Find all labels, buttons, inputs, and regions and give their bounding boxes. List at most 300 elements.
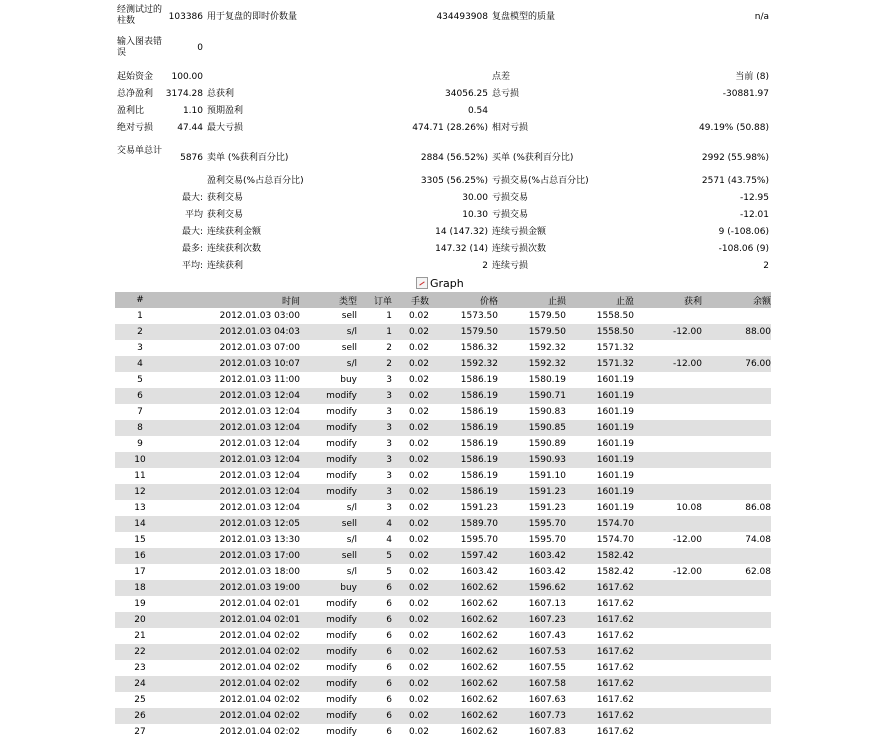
cell-order: 3 xyxy=(386,503,392,513)
cell-size: 0.02 xyxy=(408,711,429,721)
table-row xyxy=(115,708,771,724)
cell-order: 6 xyxy=(386,679,392,689)
cell-balance xyxy=(702,468,771,484)
cell-profit xyxy=(634,612,702,628)
cell-sl: 1595.70 xyxy=(528,535,566,545)
cell-order: 4 xyxy=(386,519,392,529)
table-row xyxy=(115,516,771,532)
cell-profit xyxy=(634,708,702,724)
spread-label: 点差 xyxy=(492,72,511,82)
cell-index: 17 xyxy=(134,567,146,577)
cell-order: 2 xyxy=(386,343,392,353)
profit-trades-label: 盈利交易(%占总百分比) xyxy=(207,176,304,186)
header-index: # xyxy=(136,295,144,305)
cell-sl: 1591.23 xyxy=(528,503,566,513)
cell-time: 2012.01.03 10:07 xyxy=(219,359,300,369)
cell-index: 10 xyxy=(134,455,146,465)
cell-tp: 1617.62 xyxy=(596,727,634,737)
cell-sl: 1592.32 xyxy=(528,343,566,353)
max-drawdown-value: 474.71 (28.26%) xyxy=(412,123,488,133)
cell-profit xyxy=(634,420,702,436)
max-cons-wins-value: 14 (147.32) xyxy=(435,227,488,237)
profit-factor-value: 1.10 xyxy=(182,106,203,116)
cell-time: 2012.01.03 19:00 xyxy=(219,583,300,593)
cell-profit: -12.00 xyxy=(672,359,702,369)
table-row xyxy=(115,468,771,484)
cell-profit xyxy=(634,372,702,388)
cell-type: modify xyxy=(326,679,357,689)
cell-tp: 1601.19 xyxy=(596,407,634,417)
broken-image-icon xyxy=(416,277,428,289)
cell-balance xyxy=(702,628,771,644)
cell-profit xyxy=(634,724,702,740)
cell-index: 6 xyxy=(137,391,143,401)
max-prefix: 最大: xyxy=(181,227,203,237)
cell-time: 2012.01.03 12:04 xyxy=(219,455,300,465)
graph-image xyxy=(416,276,464,290)
cell-sl: 1579.50 xyxy=(528,327,566,337)
header-price: 价格 xyxy=(479,296,498,307)
errors-value: 0 xyxy=(197,43,203,53)
cell-order: 6 xyxy=(386,599,392,609)
cell-type: modify xyxy=(326,423,357,433)
profit-factor-label: 盈利比 xyxy=(117,106,145,116)
cell-balance xyxy=(702,516,771,532)
largest-loss-value: -12.95 xyxy=(739,193,769,203)
cell-tp: 1617.62 xyxy=(596,631,634,641)
cell-time: 2012.01.03 12:04 xyxy=(219,471,300,481)
cell-order: 4 xyxy=(386,535,392,545)
cell-type: modify xyxy=(326,663,357,673)
average-profit-value: 10.30 xyxy=(462,210,488,220)
cell-price: 1602.62 xyxy=(460,647,498,657)
cell-price: 1586.32 xyxy=(460,343,498,353)
largest-loss-label: 亏损交易 xyxy=(492,193,529,203)
cell-order: 6 xyxy=(386,663,392,673)
cell-balance xyxy=(702,724,771,740)
expected-payoff-value: 0.54 xyxy=(467,106,488,116)
cell-balance: 74.08 xyxy=(745,535,771,545)
cell-time: 2012.01.04 02:02 xyxy=(219,663,300,673)
cell-order: 3 xyxy=(386,487,392,497)
cell-tp: 1617.62 xyxy=(596,599,634,609)
cell-tp: 1571.32 xyxy=(596,343,634,353)
cell-tp: 1601.19 xyxy=(596,375,634,385)
cell-profit xyxy=(634,596,702,612)
expected-payoff-label: 预期盈利 xyxy=(207,106,244,116)
table-row xyxy=(115,500,771,516)
avg-prefix: 平均: xyxy=(181,261,203,271)
cell-price: 1586.19 xyxy=(460,455,498,465)
cell-time: 2012.01.04 02:02 xyxy=(219,727,300,737)
cell-order: 3 xyxy=(386,439,392,449)
max-drawdown-label: 最大亏损 xyxy=(207,123,244,133)
table-row xyxy=(115,564,771,580)
cell-index: 14 xyxy=(134,519,146,529)
table-row xyxy=(115,644,771,660)
cell-price: 1589.70 xyxy=(460,519,498,529)
header-profit: 获利 xyxy=(683,296,702,307)
avg-cons-losses-label: 连续亏损 xyxy=(492,261,529,271)
deposit-label: 起始资金 xyxy=(117,72,154,82)
bars-label: 经测试过的柱数 xyxy=(117,5,163,26)
cell-balance xyxy=(702,452,771,468)
cell-sl: 1596.62 xyxy=(528,583,566,593)
cell-time: 2012.01.03 07:00 xyxy=(219,343,300,353)
cell-type: modify xyxy=(326,471,357,481)
graph-alt-text: Graph xyxy=(430,276,464,290)
cell-size: 0.02 xyxy=(408,647,429,657)
table-row xyxy=(115,372,771,388)
cell-price: 1573.50 xyxy=(460,311,498,321)
cell-profit xyxy=(634,452,702,468)
cell-tp: 1617.62 xyxy=(596,583,634,593)
cell-type: modify xyxy=(326,599,357,609)
header-order: 订单 xyxy=(373,296,392,307)
cell-order: 3 xyxy=(386,375,392,385)
table-row xyxy=(115,324,771,340)
cell-tp: 1571.32 xyxy=(596,359,634,369)
cell-time: 2012.01.04 02:02 xyxy=(219,695,300,705)
cell-size: 0.02 xyxy=(408,663,429,673)
max-cons-profit-label: 连续获利次数 xyxy=(207,244,262,254)
cell-order: 6 xyxy=(386,647,392,657)
cell-price: 1602.62 xyxy=(460,727,498,737)
cell-time: 2012.01.03 12:04 xyxy=(219,423,300,433)
cell-size: 0.02 xyxy=(408,311,429,321)
short-label: 卖单 (%获利百分比) xyxy=(207,153,289,163)
average-prefix: 平均 xyxy=(184,210,203,220)
cell-profit xyxy=(634,484,702,500)
cell-price: 1591.23 xyxy=(460,503,498,513)
table-body xyxy=(115,308,771,740)
cell-size: 0.02 xyxy=(408,583,429,593)
cell-size: 0.02 xyxy=(408,519,429,529)
cell-sl: 1580.19 xyxy=(528,375,566,385)
cell-profit xyxy=(634,676,702,692)
header-time: 时间 xyxy=(281,296,300,307)
net-profit-label: 总净盈利 xyxy=(117,89,154,99)
average-profit-label: 获利交易 xyxy=(207,210,244,220)
cell-type: s/l xyxy=(346,327,357,337)
cell-balance xyxy=(702,420,771,436)
header-sl: 止损 xyxy=(547,296,566,307)
cell-sl: 1607.73 xyxy=(528,711,566,721)
cell-time: 2012.01.03 13:30 xyxy=(219,535,300,545)
bars-value: 103386 xyxy=(168,12,203,22)
cell-price: 1586.19 xyxy=(460,487,498,497)
cell-profit xyxy=(634,628,702,644)
cell-index: 8 xyxy=(137,423,143,433)
cell-size: 0.02 xyxy=(408,679,429,689)
cell-balance xyxy=(702,580,771,596)
table-row xyxy=(115,532,771,548)
max-cons-losses-label: 连续亏损金额 xyxy=(492,227,547,237)
cell-time: 2012.01.03 12:04 xyxy=(219,487,300,497)
cell-balance xyxy=(702,484,771,500)
cell-index: 5 xyxy=(137,375,143,385)
cell-type: modify xyxy=(326,391,357,401)
ticks-value: 434493908 xyxy=(436,12,488,22)
cell-profit xyxy=(634,548,702,564)
spread-value: 当前 (8) xyxy=(735,72,769,82)
cell-index: 1 xyxy=(137,311,143,321)
cell-time: 2012.01.04 02:01 xyxy=(219,615,300,625)
cell-index: 26 xyxy=(134,711,146,721)
cell-size: 0.02 xyxy=(408,551,429,561)
cell-sl: 1590.89 xyxy=(528,439,566,449)
cell-type: s/l xyxy=(346,503,357,513)
abs-drawdown-label: 绝对亏损 xyxy=(117,123,154,133)
cell-sl: 1607.43 xyxy=(528,631,566,641)
cell-index: 4 xyxy=(137,359,143,369)
cell-index: 11 xyxy=(134,471,146,481)
cell-balance xyxy=(702,308,771,324)
cell-balance: 86.08 xyxy=(745,503,771,513)
cell-tp: 1558.50 xyxy=(596,311,634,321)
long-value: 2992 (55.98%) xyxy=(701,153,769,163)
cell-tp: 1617.62 xyxy=(596,695,634,705)
avg-cons-wins-value: 2 xyxy=(482,261,488,271)
cell-type: modify xyxy=(326,407,357,417)
cell-size: 0.02 xyxy=(408,503,429,513)
cell-size: 0.02 xyxy=(408,455,429,465)
cell-balance xyxy=(702,340,771,356)
cell-sl: 1607.63 xyxy=(528,695,566,705)
cell-balance: 88.00 xyxy=(745,327,771,337)
table-row xyxy=(115,420,771,436)
cell-index: 7 xyxy=(137,407,143,417)
net-profit-value: 3174.28 xyxy=(165,89,203,99)
cell-index: 25 xyxy=(134,695,146,705)
cell-price: 1602.62 xyxy=(460,615,498,625)
cell-time: 2012.01.04 02:02 xyxy=(219,711,300,721)
cell-order: 3 xyxy=(386,391,392,401)
cell-time: 2012.01.03 12:04 xyxy=(219,503,300,513)
max-cons-losses-value: 9 (-108.06) xyxy=(718,227,769,237)
cell-order: 6 xyxy=(386,711,392,721)
cell-time: 2012.01.03 12:04 xyxy=(219,407,300,417)
avg-cons-losses-value: 2 xyxy=(763,261,769,271)
header-balance: 余额 xyxy=(752,296,771,307)
cell-balance xyxy=(702,612,771,628)
cell-size: 0.02 xyxy=(408,391,429,401)
cell-tp: 1574.70 xyxy=(596,519,634,529)
cell-type: sell xyxy=(341,343,357,353)
cell-sl: 1590.71 xyxy=(528,391,566,401)
table-row xyxy=(115,388,771,404)
cell-sl: 1607.58 xyxy=(528,679,566,689)
cell-type: modify xyxy=(326,615,357,625)
cell-sl: 1590.83 xyxy=(528,407,566,417)
cell-profit xyxy=(634,404,702,420)
table-row xyxy=(115,308,771,324)
profit-trades-value: 3305 (56.25%) xyxy=(420,176,488,186)
table-row xyxy=(115,724,771,740)
gross-profit-value: 34056.25 xyxy=(445,89,488,99)
cell-size: 0.02 xyxy=(408,535,429,545)
cell-price: 1602.62 xyxy=(460,711,498,721)
cell-price: 1592.32 xyxy=(460,359,498,369)
cell-time: 2012.01.03 18:00 xyxy=(219,567,300,577)
cell-balance xyxy=(702,372,771,388)
cell-type: modify xyxy=(326,487,357,497)
cell-price: 1602.62 xyxy=(460,599,498,609)
cell-balance: 76.00 xyxy=(745,359,771,369)
cell-profit: -12.00 xyxy=(672,327,702,337)
cell-balance xyxy=(702,596,771,612)
cell-tp: 1601.19 xyxy=(596,503,634,513)
cell-size: 0.02 xyxy=(408,343,429,353)
cell-time: 2012.01.04 02:02 xyxy=(219,679,300,689)
largest-prefix: 最大: xyxy=(181,193,203,203)
table-row xyxy=(115,596,771,612)
cell-balance xyxy=(702,708,771,724)
table-row xyxy=(115,436,771,452)
table-row xyxy=(115,660,771,676)
cell-sl: 1603.42 xyxy=(528,551,566,561)
rel-drawdown-label: 相对亏损 xyxy=(492,123,529,133)
cell-type: s/l xyxy=(346,535,357,545)
cell-tp: 1617.62 xyxy=(596,679,634,689)
table-row xyxy=(115,340,771,356)
cell-sl: 1607.55 xyxy=(528,663,566,673)
cell-order: 6 xyxy=(386,695,392,705)
average-loss-label: 亏损交易 xyxy=(492,210,529,220)
cell-tp: 1601.19 xyxy=(596,423,634,433)
cell-order: 2 xyxy=(386,359,392,369)
cell-order: 3 xyxy=(386,423,392,433)
cell-sl: 1607.53 xyxy=(528,647,566,657)
cell-profit xyxy=(634,660,702,676)
header-size: 手数 xyxy=(410,296,429,307)
cell-time: 2012.01.04 02:01 xyxy=(219,599,300,609)
cell-index: 20 xyxy=(134,615,146,625)
cell-type: sell xyxy=(341,311,357,321)
cell-price: 1586.19 xyxy=(460,407,498,417)
cell-type: buy xyxy=(340,375,357,385)
average-loss-value: -12.01 xyxy=(739,210,769,220)
cell-index: 2 xyxy=(137,327,143,337)
cell-profit xyxy=(634,580,702,596)
max-cons-wins-label: 连续获利金额 xyxy=(207,227,262,237)
cell-size: 0.02 xyxy=(408,631,429,641)
cell-size: 0.02 xyxy=(408,327,429,337)
table-row xyxy=(115,404,771,420)
cell-balance: 62.08 xyxy=(745,567,771,577)
cell-size: 0.02 xyxy=(408,727,429,737)
cell-type: modify xyxy=(326,631,357,641)
cell-time: 2012.01.03 12:05 xyxy=(219,519,300,529)
cell-sl: 1591.23 xyxy=(528,487,566,497)
cell-time: 2012.01.03 04:03 xyxy=(219,327,300,337)
cell-balance xyxy=(702,692,771,708)
table-header-row xyxy=(115,292,771,308)
cell-sl: 1592.32 xyxy=(528,359,566,369)
cell-size: 0.02 xyxy=(408,695,429,705)
cell-sl: 1595.70 xyxy=(528,519,566,529)
cell-profit xyxy=(634,340,702,356)
avg-cons-wins-label: 连续获利 xyxy=(207,261,244,271)
abs-drawdown-value: 47.44 xyxy=(177,123,203,133)
cell-order: 6 xyxy=(386,631,392,641)
cell-sl: 1591.10 xyxy=(528,471,566,481)
max-cons-loss-label: 连续亏损次数 xyxy=(492,244,547,254)
cell-balance xyxy=(702,644,771,660)
cell-price: 1602.62 xyxy=(460,679,498,689)
cell-price: 1586.19 xyxy=(460,375,498,385)
cell-price: 1603.42 xyxy=(460,567,498,577)
cell-type: modify xyxy=(326,439,357,449)
cell-index: 22 xyxy=(134,647,146,657)
gross-loss-value: -30881.97 xyxy=(722,89,769,99)
cell-order: 5 xyxy=(386,567,392,577)
table-row xyxy=(115,580,771,596)
cell-type: modify xyxy=(326,695,357,705)
cell-tp: 1574.70 xyxy=(596,535,634,545)
quality-value: n/a xyxy=(754,12,769,22)
cell-price: 1586.19 xyxy=(460,471,498,481)
cell-type: s/l xyxy=(346,359,357,369)
cell-index: 13 xyxy=(134,503,146,513)
cell-tp: 1601.19 xyxy=(596,487,634,497)
total-trades-value: 5876 xyxy=(180,153,203,163)
cell-index: 24 xyxy=(134,679,146,689)
cell-profit xyxy=(634,692,702,708)
cell-time: 2012.01.03 11:00 xyxy=(219,375,300,385)
most-prefix: 最多: xyxy=(181,244,203,254)
cell-type: sell xyxy=(341,519,357,529)
cell-profit: -12.00 xyxy=(672,535,702,545)
cell-order: 1 xyxy=(386,311,392,321)
cell-tp: 1582.42 xyxy=(596,567,634,577)
cell-type: s/l xyxy=(346,567,357,577)
cell-sl: 1607.83 xyxy=(528,727,566,737)
largest-profit-value: 30.00 xyxy=(462,193,488,203)
cell-type: modify xyxy=(326,647,357,657)
cell-price: 1586.19 xyxy=(460,439,498,449)
cell-tp: 1558.50 xyxy=(596,327,634,337)
cell-index: 9 xyxy=(137,439,143,449)
cell-order: 6 xyxy=(386,727,392,737)
cell-time: 2012.01.03 12:04 xyxy=(219,391,300,401)
cell-time: 2012.01.04 02:02 xyxy=(219,631,300,641)
cell-index: 21 xyxy=(134,631,146,641)
cell-index: 3 xyxy=(137,343,143,353)
cell-tp: 1601.19 xyxy=(596,455,634,465)
loss-trades-label: 亏损交易(%占总百分比) xyxy=(492,176,589,186)
cell-index: 18 xyxy=(134,583,146,593)
cell-time: 2012.01.03 12:04 xyxy=(219,439,300,449)
cell-time: 2012.01.03 17:00 xyxy=(219,551,300,561)
largest-profit-label: 获利交易 xyxy=(207,193,244,203)
gross-profit-label: 总获利 xyxy=(207,89,235,99)
cell-profit xyxy=(634,436,702,452)
deals-table xyxy=(115,292,771,740)
cell-balance xyxy=(702,676,771,692)
cell-type: modify xyxy=(326,711,357,721)
cell-order: 1 xyxy=(386,327,392,337)
cell-profit xyxy=(634,516,702,532)
cell-price: 1586.19 xyxy=(460,423,498,433)
cell-tp: 1617.62 xyxy=(596,663,634,673)
cell-price: 1602.62 xyxy=(460,663,498,673)
cell-order: 6 xyxy=(386,583,392,593)
table-row xyxy=(115,692,771,708)
cell-balance xyxy=(702,404,771,420)
cell-sl: 1603.42 xyxy=(528,567,566,577)
table-row xyxy=(115,676,771,692)
